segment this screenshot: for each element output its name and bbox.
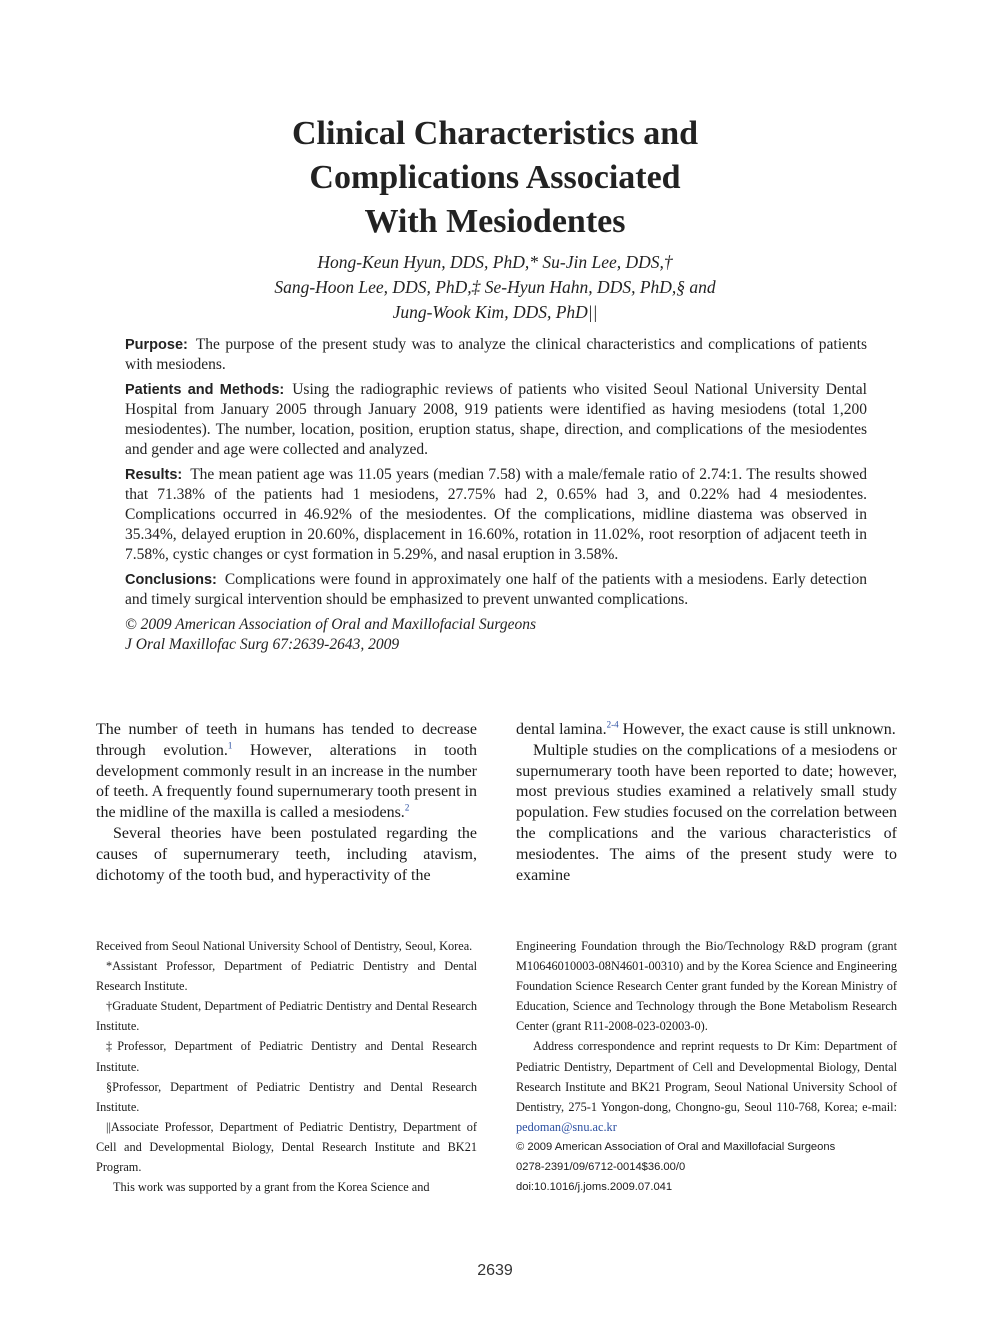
footnotes-left bbox=[96, 936, 477, 1197]
abstract bbox=[125, 335, 867, 655]
body-column-right bbox=[516, 720, 897, 886]
footnote-funding: Engineering Foundation through the Bio/Technology R&D program (grant M10646010003-08N4601-00310) and by the Korea Science and Engineering Foundation Science Research Center grant funded by the Korean Ministry of Education, Science and Technology through the Bone Metabolism Research Center (grant R11-2008-023-02003-0). bbox=[516, 939, 897, 1034]
footnote-received: Received from Seoul National University School of Dentistry, Seoul, Korea. bbox=[96, 939, 473, 953]
body-paragraph: Multiple studies on the complications of a mesiodens or supernumerary tooth have been reported to date; however, most previous studies examined a relatively small study population. Few studies focused on the correlation between the complications and the various characteristics of mesiodentes. The aims of the present study were to examine bbox=[516, 741, 897, 884]
results-text: The mean patient age was 11.05 years (median 7.58) with a male/female ratio of 2.74:1. The results showed that 71.38% of the patients had 1 mesiodens, 27.75% had 2, 0.65% had 3, and 0.22% had 4 mesiodentes. Complications occurred in 46.92% of the mesiodentes. Of the complications, midline diastema was observed in 35.34%, delayed eruption in 20.60%, displacement in 16.60%, rotation in 11.02%, root resorption of adjacent teeth in 7.58%, cystic changes or cyst formation in 5.29%, and nasal eruption in 3.58%. bbox=[125, 466, 867, 563]
footnote-doi[interactable]: doi:10.1016/j.joms.2009.07.041 bbox=[516, 1181, 673, 1194]
footnote-funding-start: This work was supported by a grant from the Korea Science and bbox=[113, 1180, 430, 1195]
abstract-copyright: © 2009 American Association of Oral and Maxillofacial Surgeons bbox=[125, 616, 537, 633]
author-list bbox=[0, 250, 990, 325]
methods-text: Using the radiographic reviews of patients who visited Seoul National University Dental Hospital from January 2005 through January 2008, 919 patients were identified as having mesiodens (total 1,200 mesiodentes). The number, location, position, eruption status, shape, direction, and complications of the mesiodentes and gender and age were collected and analyzed. bbox=[125, 381, 867, 458]
author-line: Hong-Keun Hyun, DDS, PhD,* Su-Jin Lee, DDS,† bbox=[317, 252, 673, 272]
reference-link[interactable]: 2-4 bbox=[606, 719, 619, 730]
body-text: However, alterations in tooth development commonly result in an increase in the number of teeth. A frequently found supernumerary tooth present in the midline of the maxilla is called a mesiodens. bbox=[96, 741, 477, 822]
footnote-copyright: © 2009 American Association of Oral and Maxillofacial Surgeons bbox=[516, 1140, 836, 1153]
reference-link[interactable]: 2 bbox=[404, 802, 410, 813]
conclusions-text: Complications were found in approximately one half of the patients with a mesiodens. Early detection and timely surgical intervention should be emphasized to prevent unwanted complications. bbox=[125, 571, 867, 608]
page-number: 2639 bbox=[477, 1262, 513, 1279]
author-line: Sang-Hoon Lee, DDS, PhD,‡ Se-Hyun Hahn, DDS, PhD,§ and bbox=[274, 277, 716, 297]
purpose-text: The purpose of the present study was to analyze the clinical characteristics and complications of patients with mesiodens. bbox=[125, 336, 867, 373]
article-title bbox=[0, 112, 990, 244]
footnote-affiliation: *Assistant Professor, Department of Pediatric Dentistry and Dental Research Institute. bbox=[96, 959, 477, 994]
methods-label: Patients and Methods: bbox=[125, 382, 285, 398]
body-paragraph bbox=[516, 720, 897, 741]
footnote-correspondence bbox=[516, 1036, 897, 1136]
reference-link[interactable]: 1 bbox=[227, 740, 233, 751]
correspondence-text: Address correspondence and reprint requests to Dr Kim: Department of Pediatric Dentistry, Department of Cell and Developmental Biology, Dental Research Institute and BK21 Program, Seoul National University School of Dentistry, 275-1 Yongon-dong, Chongno-gu, Seoul 110-768, Korea; e-mail: bbox=[516, 1039, 897, 1114]
author-line: Jung-Wook Kim, DDS, PhD|| bbox=[392, 302, 598, 322]
journal-citation: J Oral Maxillofac Surg 67:2639-2643, 2009 bbox=[125, 636, 400, 653]
footnote-affiliation: ||Associate Professor, Department of Pediatric Dentistry, Department of Cell and Developmental Biology, Dental Research Institute and BK21 Program. bbox=[96, 1119, 477, 1175]
body-text: dental lamina. bbox=[516, 721, 607, 738]
abstract-methods bbox=[125, 380, 867, 460]
footnote-affiliation: †Graduate Student, Department of Pediatric Dentistry and Dental Research Institute. bbox=[96, 999, 477, 1034]
abstract-conclusions bbox=[125, 570, 867, 610]
abstract-purpose bbox=[125, 335, 867, 375]
footnote-affiliation: ‡Professor, Department of Pediatric Dentistry and Dental Research Institute. bbox=[96, 1039, 477, 1074]
body-paragraph bbox=[96, 720, 477, 824]
email-link[interactable]: pedoman@snu.ac.kr bbox=[516, 1119, 617, 1134]
title-line: Clinical Characteristics and bbox=[291, 115, 699, 152]
title-line: With Mesiodentes bbox=[364, 203, 626, 240]
body-column-left bbox=[96, 720, 477, 886]
results-label: Results: bbox=[125, 467, 183, 483]
body-text: The number of teeth in humans has tended to decrease through evolution. bbox=[96, 721, 477, 759]
title-line: Complications Associated bbox=[309, 159, 681, 196]
footnote-affiliation: §Professor, Department of Pediatric Dentistry and Dental Research Institute. bbox=[96, 1079, 477, 1114]
footnotes-right bbox=[516, 936, 897, 1197]
abstract-results bbox=[125, 465, 867, 565]
body-text: However, the exact cause is still unknown. bbox=[618, 721, 896, 738]
footnote-issn: 0278-2391/09/6712-0014$36.00/0 bbox=[516, 1161, 686, 1174]
body-paragraph: Several theories have been postulated regarding the causes of supernumerary teeth, including atavism, dichotomy of the tooth bud, and hyperactivity of the bbox=[96, 824, 477, 884]
conclusions-label: Conclusions: bbox=[125, 572, 217, 588]
purpose-label: Purpose: bbox=[125, 337, 188, 353]
